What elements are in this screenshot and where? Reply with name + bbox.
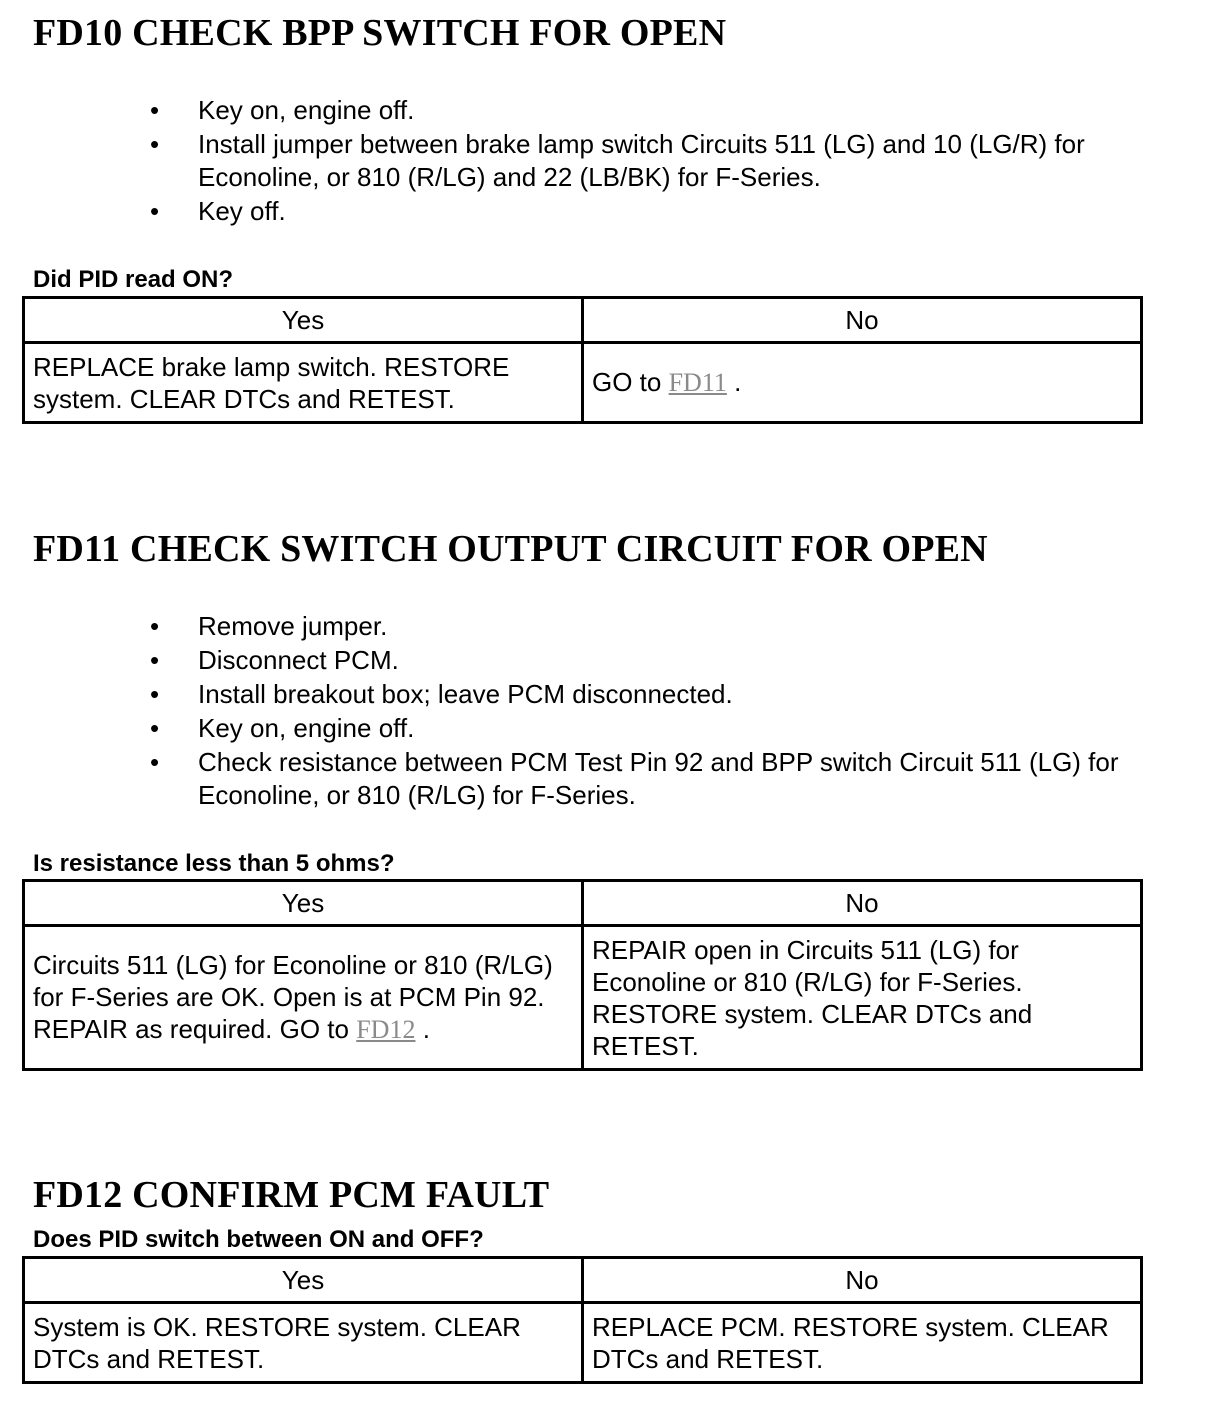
yes-cell	[24, 1303, 583, 1383]
step-text: Key on, engine off.	[198, 95, 415, 125]
step-text: Install jumper between brake lamp switch Circuits 511 (LG) and 10 (LG/R) for Econoline, or 810 (R/LG) and 22 (LB/BK) for F-Series.	[198, 129, 1085, 192]
step-item	[150, 195, 1160, 228]
bullet-icon: •	[150, 679, 160, 709]
no-header: No	[583, 1258, 1142, 1303]
step-item	[150, 746, 1200, 812]
bullet-icon: •	[150, 713, 160, 743]
no-header: No	[583, 298, 1142, 343]
bullet-icon: •	[150, 196, 160, 226]
fd10-question: Did PID read ON?	[33, 266, 234, 293]
step-text: Install breakout box; leave PCM disconnected.	[198, 679, 733, 709]
yes-text: Circuits 511 (LG) for Econoline or 810 (R/LG) for F-Series are OK. Open is at PCM Pin 92. REPAIR as required. GO to	[33, 950, 553, 1044]
yes-text: REPLACE brake lamp switch. RESTORE system. CLEAR DTCs and RETEST.	[33, 351, 510, 414]
step-item	[150, 128, 1160, 194]
bullet-icon: •	[150, 95, 160, 125]
fd10-decision-table	[22, 296, 1143, 424]
step-item	[150, 644, 1200, 677]
yes-header: Yes	[24, 881, 583, 926]
fd12-decision-table	[22, 1256, 1143, 1384]
yes-header: Yes	[24, 1258, 583, 1303]
yes-header: Yes	[24, 298, 583, 343]
bullet-icon: •	[150, 129, 160, 159]
fd11-title: FD11 CHECK SWITCH OUTPUT CIRCUIT FOR OPEN	[33, 528, 988, 570]
no-header: No	[583, 881, 1142, 926]
fd11-link[interactable]: FD11	[668, 368, 727, 397]
no-text: REPLACE PCM. RESTORE system. CLEAR DTCs and RETEST.	[592, 1311, 1109, 1374]
no-suffix: .	[734, 367, 742, 397]
step-item	[150, 610, 1200, 643]
fd11-decision-table	[22, 879, 1143, 1071]
fd12-link[interactable]: FD12	[356, 1015, 416, 1044]
yes-cell	[24, 343, 583, 423]
step-item	[150, 678, 1200, 711]
bullet-icon: •	[150, 611, 160, 641]
step-text: Check resistance between PCM Test Pin 92 and BPP switch Circuit 511 (LG) for Econoline, or 810 (R/LG) for F-Series.	[198, 747, 1119, 810]
no-text: REPAIR open in Circuits 511 (LG) for Econoline or 810 (R/LG) for F-Series. RESTORE system. CLEAR DTCs and RETEST.	[592, 934, 1033, 1061]
fd11-question: Is resistance less than 5 ohms?	[33, 850, 395, 877]
yes-text: System is OK. RESTORE system. CLEAR DTCs and RETEST.	[33, 1311, 521, 1374]
bullet-icon: •	[150, 645, 160, 675]
bullet-icon: •	[150, 747, 160, 777]
fd10-title: FD10 CHECK BPP SWITCH FOR OPEN	[33, 12, 727, 54]
fd12-title: FD12 CONFIRM PCM FAULT	[33, 1174, 550, 1216]
step-item	[150, 94, 1160, 127]
fd11-steps	[150, 610, 1200, 813]
no-cell	[583, 1303, 1142, 1383]
yes-cell	[24, 926, 583, 1070]
fd10-steps	[150, 94, 1160, 229]
no-cell	[583, 926, 1142, 1070]
yes-suffix: .	[422, 1014, 430, 1044]
step-text: Disconnect PCM.	[198, 645, 399, 675]
step-text: Key on, engine off.	[198, 713, 415, 743]
fd12-question: Does PID switch between ON and OFF?	[33, 1226, 484, 1253]
no-prefix: GO to	[592, 367, 662, 397]
step-text: Remove jumper.	[198, 611, 388, 641]
no-cell	[583, 343, 1142, 423]
step-text: Key off.	[198, 196, 286, 226]
step-item	[150, 712, 1200, 745]
